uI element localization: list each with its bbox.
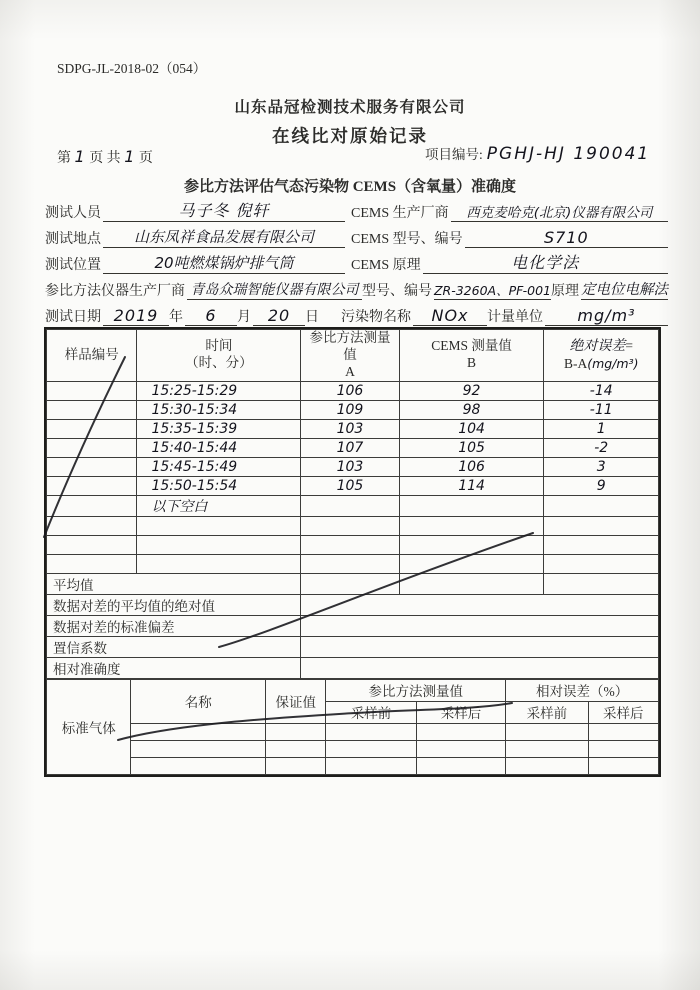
col-header-time: 时间 （时、分）	[137, 330, 301, 382]
abs-error-cell: -2	[544, 438, 659, 457]
cems-model-value: S710	[543, 228, 589, 247]
ref-a-cell	[301, 554, 399, 573]
ref-a-cell	[301, 535, 399, 554]
pollutant-value: NOx	[431, 306, 469, 325]
year-suffix-label: 年	[169, 310, 183, 325]
company-name: 山东品冠检测技术服务有限公司	[234, 99, 466, 116]
cems-model-underline	[465, 225, 668, 248]
cems-principle-value: 电化学法	[511, 253, 580, 272]
abs-error-cell: 9	[544, 476, 659, 495]
time-cell: 15:25-15:29	[137, 381, 301, 400]
cems-mfr-underline	[451, 199, 668, 222]
cems-b-cell: 106	[399, 457, 544, 476]
sample-no-cell	[47, 516, 137, 535]
page-current-handwritten: 1	[74, 147, 86, 166]
cems-b-cell	[399, 495, 544, 516]
std-gas-ref-before-cell	[326, 723, 416, 740]
time-cell: 15:40-15:44	[137, 438, 301, 457]
project-number-value: PGHJ-HJ 190041	[486, 144, 651, 164]
table-row	[47, 419, 659, 438]
std-gas-err-before-cell	[506, 740, 588, 757]
stat-row-rel-accuracy	[47, 657, 659, 678]
abs-error-cell	[544, 495, 659, 516]
col-header-sample-no: 样品编号	[47, 330, 137, 382]
time-cell: 15:35-15:39	[137, 419, 301, 438]
position-label: 测试位置	[45, 258, 101, 273]
unit-value: mg/m³	[577, 306, 636, 325]
page-middle-label: 页 共	[89, 151, 121, 166]
time-cell	[137, 554, 301, 573]
ref-a-cell	[301, 495, 399, 516]
cems-b-cell: 104	[399, 419, 544, 438]
abs-error-cell: 3	[544, 457, 659, 476]
std-gas-data-row	[47, 757, 659, 774]
abs-error-cell: -14	[544, 381, 659, 400]
sample-no-cell	[47, 419, 137, 438]
time-cell: 15:30-15:34	[137, 400, 301, 419]
measurement-table	[46, 329, 659, 679]
std-gas-err-after-cell	[588, 723, 658, 740]
std-dev-label: 数据对差的标准偏差	[47, 615, 301, 636]
ref-after-header: 采样后	[416, 701, 505, 723]
date-day-value: 20	[267, 306, 291, 325]
table-row	[47, 457, 659, 476]
month-suffix-label: 月	[237, 310, 251, 325]
table-row	[47, 476, 659, 495]
blank-below-note: 以下空白	[137, 495, 301, 516]
confidence-value-cell	[301, 636, 659, 657]
abs-mean-diff-value-cell	[301, 594, 659, 615]
project-number-row	[425, 143, 650, 164]
sample-no-cell	[47, 438, 137, 457]
field-row-tester	[45, 198, 668, 222]
page-prefix-label: 第	[57, 151, 71, 166]
pollutant-label: 污染物名称	[341, 310, 411, 325]
time-cell: 15:50-15:54	[137, 476, 301, 495]
col-header-reference-a: 参比方法测量值 A	[301, 330, 399, 382]
position-underline	[103, 251, 345, 274]
abs-error-cell	[544, 535, 659, 554]
site-value: 山东凤祥食品发展有限公司	[133, 228, 314, 246]
cems-b-cell: 114	[399, 476, 544, 495]
site-label: 测试地点	[45, 232, 101, 247]
abs-error-handwritten: 绝对误差	[569, 338, 626, 355]
project-number-label: 项目编号:	[425, 147, 483, 162]
table-row-blank-note	[47, 495, 659, 516]
std-gas-row-label: 标准气体	[47, 679, 131, 774]
ref-a-cell	[301, 516, 399, 535]
form-subtitle: 参比方法评估气态污染物 CEMS（含氧量）准确度	[183, 179, 517, 195]
std-dev-value-cell	[301, 615, 659, 636]
cems-mfr-label: CEMS 生产厂商	[351, 206, 449, 221]
cems-b-cell: 105	[399, 438, 544, 457]
ref-a-cell: 106	[301, 381, 399, 400]
form-title: 在线比对原始记录	[272, 126, 428, 146]
ref-principle-label: 原理	[551, 284, 579, 299]
std-gas-err-after-cell	[588, 757, 658, 774]
sample-no-cell	[47, 381, 137, 400]
field-row-site	[45, 224, 668, 248]
unit-underline	[545, 303, 668, 326]
cems-b-cell: 98	[399, 400, 544, 419]
tester-underline	[103, 199, 345, 222]
sample-no-cell	[47, 554, 137, 573]
std-gas-guaranteed-cell	[266, 723, 326, 740]
ref-a-cell: 109	[301, 400, 399, 419]
confidence-label: 置信系数	[47, 636, 301, 657]
cems-principle-label: CEMS 原理	[351, 258, 421, 273]
err-after-header: 采样后	[588, 701, 658, 723]
ref-model-underline	[434, 277, 551, 300]
table-row	[47, 381, 659, 400]
ref-principle-value: 定电位电解法	[581, 282, 668, 298]
cems-b-cell	[399, 535, 544, 554]
std-gas-rel-err-header: 相对误差（%）	[506, 679, 659, 701]
err-before-header: 采样前	[506, 701, 588, 723]
mean-label: 平均值	[47, 573, 301, 594]
sample-no-cell	[47, 457, 137, 476]
abs-error-cell	[544, 554, 659, 573]
date-month-value: 6	[205, 306, 217, 325]
date-label: 测试日期	[45, 310, 101, 325]
position-value: 20吨燃煤锅炉排气筒	[154, 254, 294, 272]
cems-principle-underline	[423, 251, 668, 274]
stat-row-abs-mean-diff	[47, 594, 659, 615]
col-header-cems-b: CEMS 测量值 B	[399, 330, 544, 382]
stat-row-mean	[47, 573, 659, 594]
date-year-value: 2019	[113, 306, 159, 325]
stat-row-std-dev	[47, 615, 659, 636]
doc-code: SDPG-JL-2018-02（054）	[57, 61, 207, 76]
ref-model-label: 型号、编号	[361, 284, 432, 299]
table-row	[47, 400, 659, 419]
cems-b-cell	[399, 554, 544, 573]
std-gas-name-cell	[131, 723, 266, 740]
table-row-empty	[47, 516, 659, 535]
page-indicator	[57, 147, 153, 167]
sample-no-cell	[47, 535, 137, 554]
field-row-date	[45, 302, 668, 326]
abs-error-cell	[544, 516, 659, 535]
comparison-table	[44, 327, 661, 777]
std-gas-guaranteed-cell	[266, 757, 326, 774]
table-row	[47, 438, 659, 457]
sample-no-cell	[47, 400, 137, 419]
site-underline	[103, 225, 345, 248]
abs-error-cell: 1	[544, 419, 659, 438]
abs-mean-diff-label: 数据对差的平均值的绝对值	[47, 594, 301, 615]
cems-b-cell	[399, 516, 544, 535]
unit-label: 计量单位	[487, 310, 543, 325]
std-gas-guaranteed-cell	[266, 740, 326, 757]
ref-mfr-value: 青岛众瑞智能仪器有限公司	[190, 282, 359, 298]
std-gas-name-header: 名称	[131, 679, 266, 723]
table-row-empty	[47, 554, 659, 573]
ref-a-cell: 103	[301, 419, 399, 438]
rel-accuracy-value-cell	[301, 657, 659, 678]
page-total-handwritten: 1	[124, 147, 136, 166]
cems-model-label: CEMS 型号、编号	[351, 232, 463, 247]
std-gas-name-cell	[131, 740, 266, 757]
std-gas-ref-before-cell	[326, 740, 416, 757]
table-header-row	[47, 330, 659, 382]
ref-a-cell: 107	[301, 438, 399, 457]
tester-label: 测试人员	[45, 206, 101, 221]
rel-accuracy-label: 相对准确度	[47, 657, 301, 678]
date-month-underline	[185, 303, 237, 326]
sample-no-cell	[47, 495, 137, 516]
col-header-abs-error: 绝对误差= B-A(mg/m³)	[544, 330, 659, 382]
abs-error-unit-handwritten: (mg/m³)	[587, 355, 639, 371]
cems-b-cell: 92	[399, 381, 544, 400]
std-gas-err-before-cell	[506, 757, 588, 774]
std-gas-name-cell	[131, 757, 266, 774]
pollutant-underline	[413, 303, 487, 326]
std-gas-data-row	[47, 723, 659, 740]
std-gas-ref-after-cell	[416, 723, 505, 740]
std-gas-err-after-cell	[588, 740, 658, 757]
mean-b-cell	[399, 573, 544, 594]
std-gas-ref-after-cell	[416, 740, 505, 757]
ref-mfr-label: 参比方法仪器生产厂商	[45, 284, 185, 299]
abs-error-cell: -11	[544, 400, 659, 419]
ref-a-cell: 103	[301, 457, 399, 476]
cems-mfr-value: 西克麦哈克(北京)仪器有限公司	[466, 205, 653, 221]
field-row-position	[45, 250, 668, 274]
ref-model-value: ZR-3260A、PF-001	[433, 283, 551, 298]
std-gas-ref-after-cell	[416, 757, 505, 774]
field-row-reference-method	[45, 276, 668, 300]
tester-value: 马子冬 倪轩	[178, 201, 270, 220]
ref-a-cell: 105	[301, 476, 399, 495]
date-year-underline	[103, 303, 169, 326]
ref-before-header: 采样前	[326, 701, 416, 723]
page-suffix-label: 页	[138, 151, 153, 166]
standard-gas-table	[46, 679, 659, 775]
mean-a-cell	[301, 573, 399, 594]
date-day-underline	[253, 303, 305, 326]
std-gas-header-row-1	[47, 679, 659, 701]
time-cell	[137, 516, 301, 535]
std-gas-ref-before-cell	[326, 757, 416, 774]
ref-principle-underline	[581, 277, 668, 300]
table-row-empty	[47, 535, 659, 554]
sample-no-cell	[47, 476, 137, 495]
std-gas-data-row	[47, 740, 659, 757]
day-suffix-label: 日	[305, 310, 319, 325]
ref-mfr-underline	[187, 277, 362, 300]
time-cell	[137, 535, 301, 554]
std-gas-err-before-cell	[506, 723, 588, 740]
std-gas-guaranteed-header: 保证值	[266, 679, 326, 723]
mean-d-cell	[544, 573, 659, 594]
std-gas-ref-header: 参比方法测量值	[326, 679, 506, 701]
stat-row-confidence	[47, 636, 659, 657]
time-cell: 15:45-15:49	[137, 457, 301, 476]
